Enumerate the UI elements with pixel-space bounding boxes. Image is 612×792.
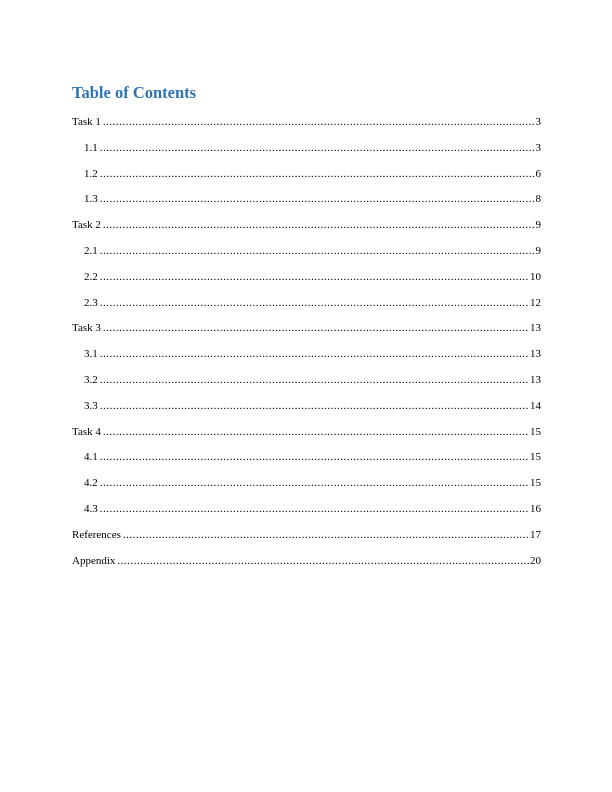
toc-entry-label: Task 2 <box>72 219 101 232</box>
toc-entry[interactable] <box>72 448 541 474</box>
toc-entry-page: 3 <box>535 141 541 154</box>
toc-dot-leader <box>100 345 529 363</box>
toc-dot-leader <box>100 474 529 492</box>
toc-entry-page: 10 <box>530 270 541 283</box>
toc-dot-leader <box>100 500 529 518</box>
toc-entry[interactable] <box>72 500 541 526</box>
toc-dot-leader <box>100 448 529 466</box>
toc-entry-page: 20 <box>530 554 541 567</box>
toc-entry-page: 9 <box>535 244 541 257</box>
toc-dot-leader <box>103 423 529 441</box>
toc-entry-label: 3.3 <box>84 399 98 412</box>
toc-entry-label: References <box>72 528 121 541</box>
toc-entry-label: Task 1 <box>72 116 101 128</box>
toc-entry[interactable] <box>72 268 541 294</box>
toc-entry-page: 13 <box>530 348 541 361</box>
toc-dot-leader <box>123 526 529 544</box>
toc-entry[interactable] <box>72 242 541 268</box>
toc-dot-leader <box>103 113 535 131</box>
toc-entry-page: 3 <box>535 116 541 128</box>
toc-entry-page: 13 <box>530 322 541 335</box>
toc-entry-label: Task 4 <box>72 425 101 438</box>
toc-entry[interactable] <box>72 474 541 500</box>
toc-dot-leader <box>100 294 529 312</box>
toc-entry-page: 15 <box>530 477 541 490</box>
toc-entry-page: 12 <box>530 296 541 309</box>
toc-entry-page: 13 <box>530 373 541 386</box>
toc-entry-page: 8 <box>535 193 541 206</box>
toc-title: Table of Contents <box>72 83 197 102</box>
toc-entry[interactable] <box>72 526 541 552</box>
toc-entry-label: 1.2 <box>84 167 98 180</box>
toc-dot-leader <box>100 268 529 286</box>
toc-dot-leader <box>100 190 535 208</box>
toc-dot-leader <box>100 242 535 260</box>
toc-entry[interactable] <box>72 165 541 191</box>
toc-entry-page: 6 <box>535 167 541 180</box>
toc-entry-label: 1.3 <box>84 193 98 206</box>
toc-entry-label: 2.2 <box>84 270 98 283</box>
toc-entry-label: Appendix <box>72 554 116 567</box>
toc-entry[interactable] <box>72 552 541 578</box>
toc-entry-label: 4.3 <box>84 502 98 515</box>
toc-entry-label: 3.1 <box>84 348 98 361</box>
toc-entry-label: Task 3 <box>72 322 101 335</box>
toc-entry[interactable] <box>72 216 541 242</box>
toc-entry-page: 15 <box>530 425 541 438</box>
toc-entry-page: 17 <box>530 528 541 541</box>
toc-list <box>72 113 541 577</box>
toc-entry[interactable] <box>72 397 541 423</box>
toc-dot-leader <box>103 216 535 234</box>
toc-dot-leader <box>100 397 529 415</box>
toc-dot-leader <box>100 139 535 157</box>
toc-dot-leader <box>103 319 529 337</box>
toc-entry[interactable] <box>72 190 541 216</box>
toc-entry[interactable] <box>72 423 541 449</box>
toc-entry-page: 14 <box>530 399 541 412</box>
toc-entry-label: 4.2 <box>84 477 98 490</box>
toc-entry-label: 2.3 <box>84 296 98 309</box>
toc-entry[interactable] <box>72 319 541 345</box>
toc-entry[interactable] <box>72 371 541 397</box>
toc-dot-leader <box>100 165 535 183</box>
toc-entry-label: 2.1 <box>84 244 98 257</box>
toc-entry-label: 4.1 <box>84 451 98 464</box>
toc-entry-label: 1.1 <box>84 141 98 154</box>
toc-dot-leader <box>117 552 529 570</box>
toc-entry-page: 15 <box>530 451 541 464</box>
toc-entry[interactable] <box>72 139 541 165</box>
toc-entry-label: 3.2 <box>84 373 98 386</box>
toc-entry[interactable] <box>72 113 541 139</box>
toc-dot-leader <box>100 371 529 389</box>
toc-entry-page: 16 <box>530 502 541 515</box>
toc-entry[interactable] <box>72 294 541 320</box>
toc-entry-page: 9 <box>535 219 541 232</box>
toc-entry[interactable] <box>72 345 541 371</box>
